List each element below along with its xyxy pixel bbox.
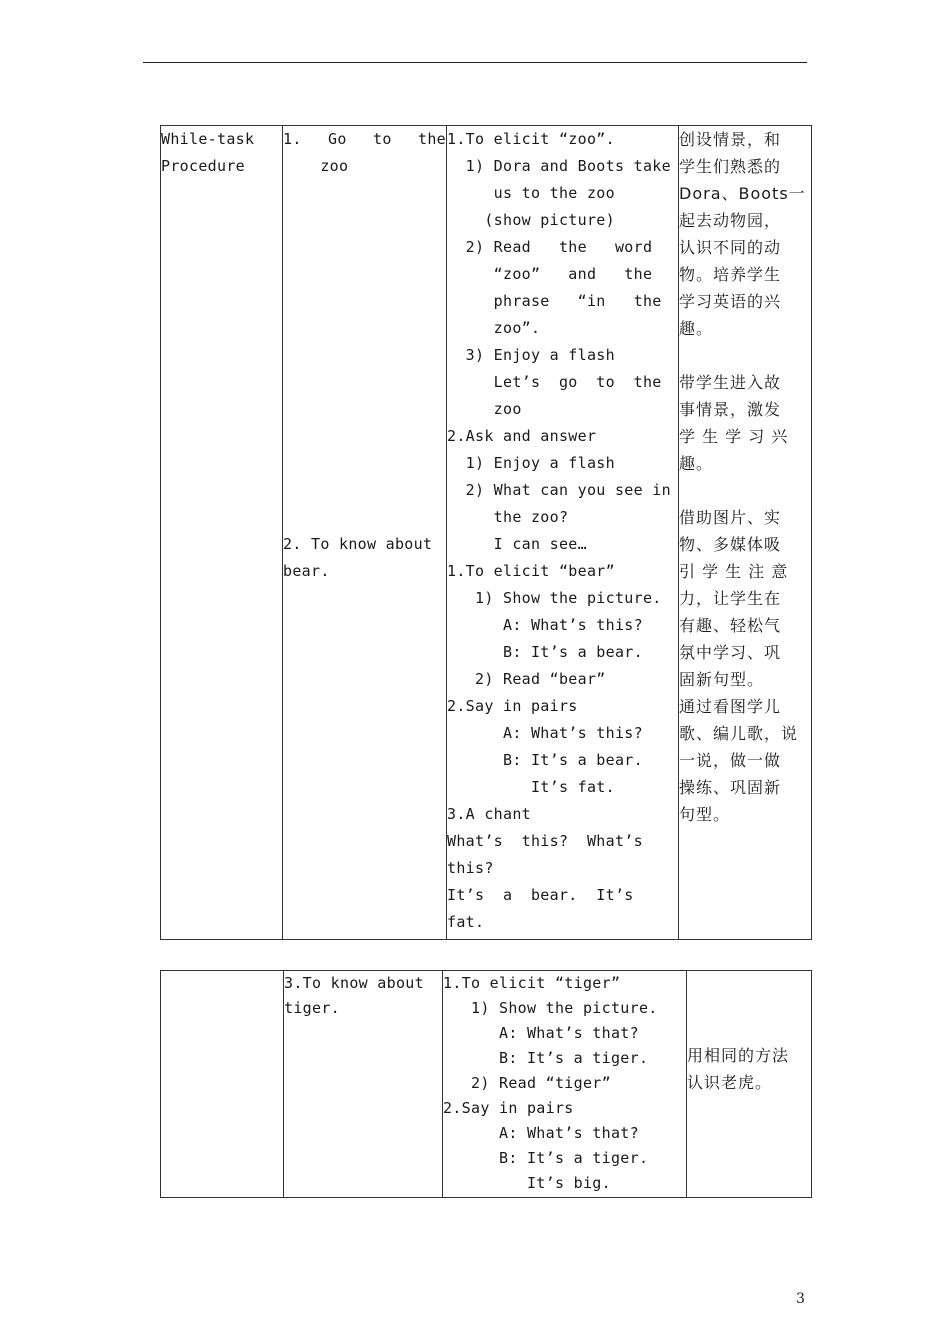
note-line: 力，让学生在 [679, 589, 782, 608]
note-line: 趣。 [679, 319, 714, 338]
note-line: 带学生进入故 [679, 373, 782, 392]
activity-line: fat. [447, 913, 485, 931]
activity-line: 1.To elicit “zoo”. [447, 130, 615, 148]
stage-cell [161, 126, 283, 940]
activity-line: Let’s go to the [447, 373, 662, 391]
activity-line: 1.To elicit “bear” [447, 562, 615, 580]
activity-line: B: It’s a tiger. [443, 1049, 649, 1067]
note-line: 引 学 生 注 意 [679, 562, 789, 581]
activity-line: B: It’s a bear. [447, 643, 643, 661]
activity-line: 2.Say in pairs [443, 1099, 574, 1117]
activity-line: 2) What can you see in [447, 481, 671, 499]
spacer [283, 180, 446, 531]
activity-line: A: What’s that? [443, 1124, 639, 1142]
note-line: 用相同的方法 [687, 1046, 790, 1065]
activity-line: (show picture) [447, 211, 615, 229]
activity-line: 1) Dora and Boots take [447, 157, 671, 175]
activity-line: 1.To elicit “tiger” [443, 974, 621, 992]
note-line: 固新句型。 [679, 670, 765, 689]
step-cell [283, 126, 447, 940]
note-line: 起去动物园， [679, 211, 782, 230]
note-line: Dora、Boots一 [679, 184, 806, 203]
note-line: 操练、巩固新 [679, 778, 782, 797]
note-gap [679, 477, 811, 504]
note-line: 认识老虎。 [687, 1073, 773, 1092]
note-gap [679, 342, 811, 369]
activity-line: us to the zoo [447, 184, 615, 202]
activity-line: 2) Read “tiger” [443, 1074, 611, 1092]
note-cell [679, 126, 812, 940]
step-word: 1. [283, 130, 302, 148]
step-word: the [418, 130, 446, 148]
note-line: 物。培养学生 [679, 265, 782, 284]
activity-line: 2.Ask and answer [447, 427, 597, 445]
note-line: 事情景，激发 [679, 400, 782, 419]
note-line: 通过看图学儿 [679, 697, 782, 716]
note-line: 有趣、轻松气 [679, 616, 782, 635]
activity-cell [443, 971, 687, 1198]
header-rule [143, 62, 807, 63]
activity-line: 3.A chant [447, 805, 531, 823]
lesson-plan-table-continued [160, 970, 812, 1198]
note-line: 借助图片、实 [679, 508, 782, 527]
step-title [283, 126, 446, 153]
activity-line: A: What’s that? [443, 1024, 639, 1042]
step-title: zoo [283, 157, 349, 175]
note-line: 趣。 [679, 454, 714, 473]
activity-line: zoo [447, 400, 522, 418]
activity-line: What’s this? What’s [447, 832, 643, 850]
activity-line: I can see… [447, 535, 587, 553]
note-line: 创设情景，和 [679, 130, 782, 149]
activity-line: B: It’s a tiger. [443, 1149, 649, 1167]
step-title: bear. [283, 562, 330, 580]
activity-line: It’s a bear. It’s [447, 886, 634, 904]
activity-line: 1) Enjoy a flash [447, 454, 615, 472]
note-line: 一说，做一做 [679, 751, 782, 770]
note-line: 学生们熟悉的 [679, 157, 782, 176]
activity-line: 1) Show the picture. [443, 999, 658, 1017]
note-line: 氛中学习、巩 [679, 643, 782, 662]
activity-line: It’s big. [443, 1174, 611, 1192]
note-line: 歌、编儿歌，说 [679, 724, 799, 743]
note-line: 学 生 学 习 兴 [679, 427, 789, 446]
activity-line: 2) Read the word [447, 238, 653, 256]
activity-line: A: What’s this? [447, 616, 643, 634]
step-title: tiger. [284, 999, 340, 1017]
step-title: 3.To know about [284, 974, 424, 992]
activity-line: A: What’s this? [447, 724, 643, 742]
note-line: 学习英语的兴 [679, 292, 782, 311]
activity-line: 2.Say in pairs [447, 697, 578, 715]
note-line: 认识不同的动 [679, 238, 782, 257]
activity-line: “zoo” and the [447, 265, 653, 283]
activity-line: the zoo? [447, 508, 569, 526]
page-number: 3 [796, 1291, 805, 1307]
note-line: 物、多媒体吸 [679, 535, 782, 554]
lesson-plan-table [160, 125, 812, 940]
activity-line: B: It’s a bear. [447, 751, 643, 769]
activity-line: 3) Enjoy a flash [447, 346, 615, 364]
step-cell [284, 971, 443, 1198]
note-line: 句型。 [679, 805, 731, 824]
activity-cell [447, 126, 679, 940]
activity-line: 2) Read “bear” [447, 670, 606, 688]
activity-line: this? [447, 859, 494, 877]
stage-line: Procedure [161, 157, 245, 175]
stage-cell [161, 971, 284, 1198]
activity-line: phrase “in the [447, 292, 662, 310]
step-word: to [373, 130, 392, 148]
activity-line: zoo”. [447, 319, 541, 337]
note-cell [687, 971, 812, 1198]
activity-line: 1) Show the picture. [447, 589, 662, 607]
step-word: Go [328, 130, 347, 148]
activity-line: It’s fat. [447, 778, 615, 796]
stage-line: While-task [161, 130, 255, 148]
step-title: 2. To know about [283, 535, 433, 553]
